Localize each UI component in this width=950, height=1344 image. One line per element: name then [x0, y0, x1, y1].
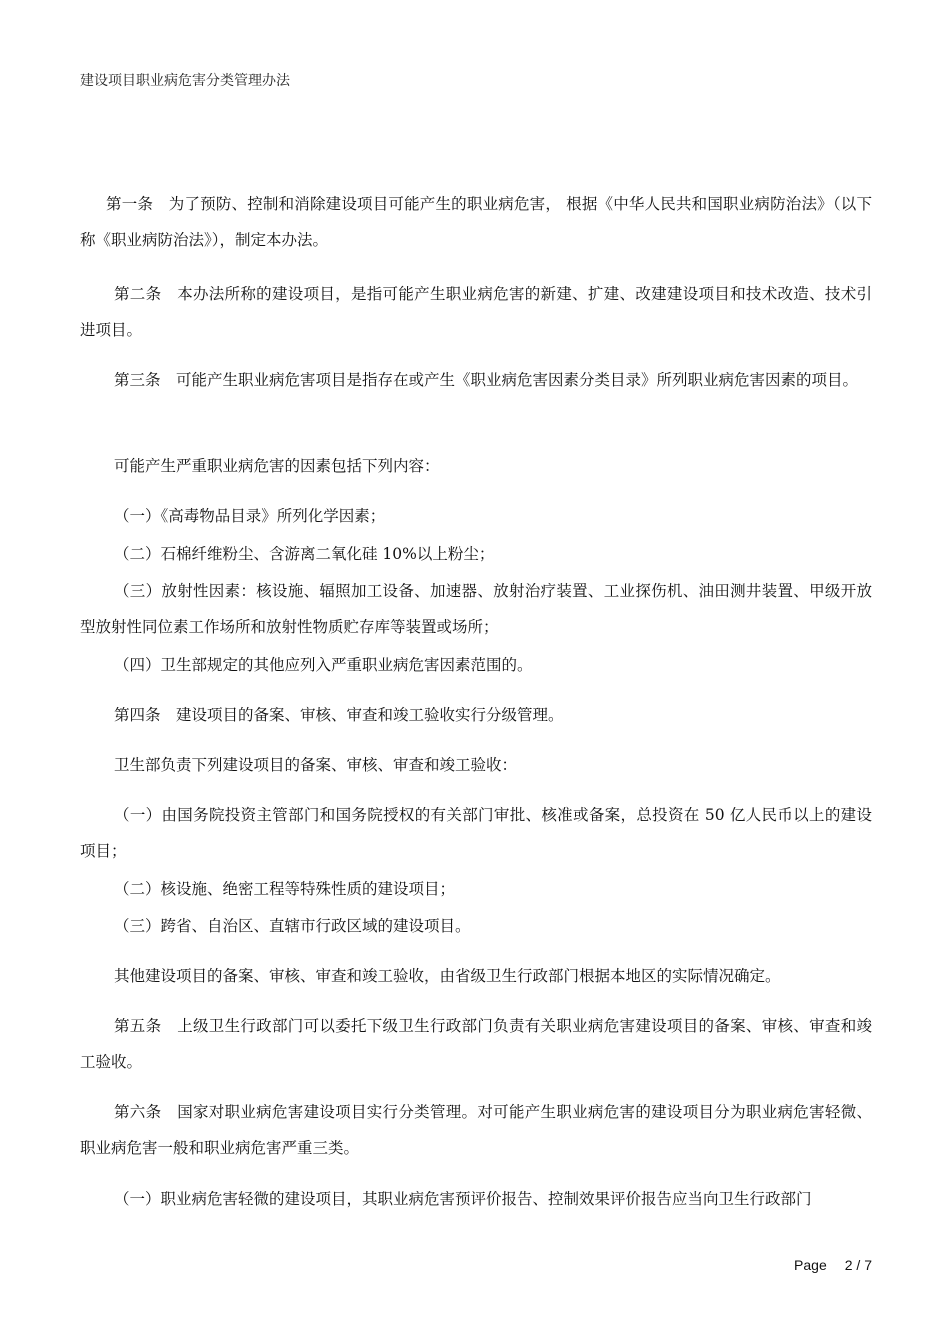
serious-hazard-item-1: （一）《高毒物品目录》所列化学因素； [114, 507, 386, 525]
article-3-paragraph: 第三条 可能产生职业病危害项目是指存在或产生《职业病危害因素分类目录》所列职业病危害因素的项目。 [114, 371, 859, 389]
article-4-paragraph: 第四条 建设项目的备案、审核、审查和竣工验收实行分级管理。 [114, 706, 564, 724]
ministry-item-3: （三）跨省、自治区、直辖市行政区域的建设项目。 [114, 917, 471, 935]
ministry-item-1: （一）由国务院投资主管部门和国务院授权的有关部门审批、核准或备案，总投资在 50 亿人民币以上的建设项目； [80, 806, 872, 860]
serious-hazard-item-2: （二）石棉纤维粉尘、含游离二氧化硅 10%以上粉尘； [114, 545, 495, 563]
page-number: 2 / 7 [844, 1257, 872, 1273]
classification-item-1: （一）职业病危害轻微的建设项目，其职业病危害预评价报告、控制效果评价报告应当向卫生行政部门 [114, 1190, 812, 1208]
serious-hazard-item-4: （四）卫生部规定的其他应列入严重职业病危害因素范围的。 [114, 656, 533, 674]
ministry-item-2: （二）核设施、绝密工程等特殊性质的建设项目； [114, 880, 456, 898]
serious-hazard-factors-intro: 可能产生严重职业病危害的因素包括下列内容： [114, 457, 440, 475]
other-projects-paragraph: 其他建设项目的备案、审核、审查和竣工验收，由省级卫生行政部门根据本地区的实际情况确定。 [114, 967, 781, 985]
ministry-responsibility-intro: 卫生部负责下列建设项目的备案、审核、审查和竣工验收： [114, 756, 518, 774]
document-header-title: 建设项目职业病危害分类管理办法 [80, 73, 290, 89]
article-5-paragraph: 第五条 上级卫生行政部门可以委托下级卫生行政部门负责有关职业病危害建设项目的备案、审核、审查和竣工验收。 [80, 1017, 872, 1071]
page-footer [794, 1257, 872, 1273]
article-6-paragraph: 第六条 国家对职业病危害建设项目实行分类管理。对可能产生职业病危害的建设项目分为职业病危害轻微、职业病危害一般和职业病危害严重三类。 [80, 1103, 872, 1157]
serious-hazard-item-3: （三）放射性因素：核设施、辐照加工设备、加速器、放射治疗装置、工业探伤机、油田测井装置、甲级开放型放射性同位素工作场所和放射性物质贮存库等装置或场所； [80, 582, 872, 636]
article-1-paragraph: 第一条 为了预防、控制和消除建设项目可能产生的职业病危害， 根据《中华人民共和国职业病防治法》（以下称《职业病防治法》），制定本办法。 [80, 195, 872, 249]
article-2-paragraph: 第二条 本办法所称的建设项目，是指可能产生职业病危害的新建、扩建、改建建设项目和技术改造、技术引进项目。 [80, 285, 872, 339]
page-label: Page [794, 1257, 827, 1273]
